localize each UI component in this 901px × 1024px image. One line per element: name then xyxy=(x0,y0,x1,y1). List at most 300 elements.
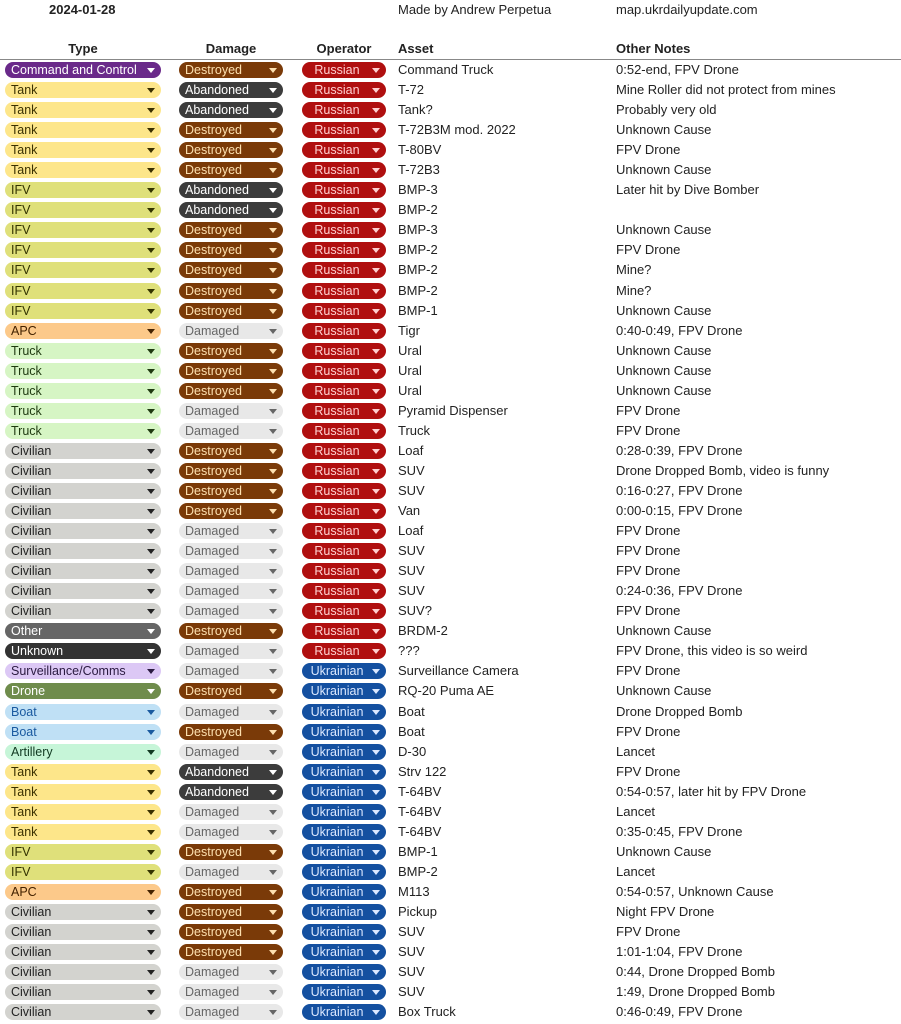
notes-cell[interactable]: Mine? xyxy=(616,262,652,278)
type-dropdown[interactable] xyxy=(5,242,161,258)
notes-cell[interactable]: Drone Dropped Bomb xyxy=(616,703,743,719)
chevron-down-icon xyxy=(372,790,380,795)
table-row xyxy=(0,200,901,220)
type-dropdown[interactable] xyxy=(5,724,161,740)
asset-cell[interactable]: BMP-2 xyxy=(398,202,438,218)
asset-cell[interactable]: Surveillance Camera xyxy=(398,663,519,679)
asset-cell[interactable]: BMP-2 xyxy=(398,282,438,298)
notes-cell[interactable]: Unknown Cause xyxy=(616,302,712,318)
asset-cell[interactable]: Pyramid Dispenser xyxy=(398,402,508,418)
notes-cell[interactable]: Drone Dropped Bomb, video is funny xyxy=(616,462,830,478)
asset-cell[interactable]: Box Truck xyxy=(398,1004,456,1020)
asset-cell[interactable]: BMP-1 xyxy=(398,302,438,318)
type-dropdown[interactable] xyxy=(5,824,161,840)
operator-dropdown[interactable] xyxy=(302,563,386,579)
type-dropdown-label: Command and Control xyxy=(11,63,137,77)
column-header-asset[interactable]: Asset xyxy=(398,41,434,56)
operator-dropdown[interactable] xyxy=(302,283,386,299)
asset-cell[interactable]: T-64BV xyxy=(398,783,442,799)
operator-dropdown[interactable] xyxy=(302,704,386,720)
table-row xyxy=(0,541,901,561)
damage-dropdown[interactable] xyxy=(179,383,283,399)
operator-dropdown[interactable] xyxy=(302,503,386,519)
asset-cell[interactable]: T-72B3 xyxy=(398,162,440,178)
notes-cell[interactable]: FPV Drone xyxy=(616,563,681,579)
damage-dropdown[interactable] xyxy=(179,663,283,679)
table-row xyxy=(0,361,901,381)
operator-dropdown[interactable] xyxy=(302,643,386,659)
operator-dropdown[interactable] xyxy=(302,824,386,840)
type-dropdown-label: Tank xyxy=(11,123,38,138)
type-dropdown[interactable] xyxy=(5,523,161,539)
damage-dropdown[interactable] xyxy=(179,202,283,218)
damage-dropdown[interactable] xyxy=(179,824,283,840)
asset-cell[interactable]: Tigr xyxy=(398,322,420,338)
damage-dropdown[interactable] xyxy=(179,764,283,780)
damage-dropdown[interactable] xyxy=(179,503,283,519)
operator-dropdown[interactable] xyxy=(302,162,386,178)
type-dropdown[interactable] xyxy=(5,784,161,800)
type-dropdown[interactable] xyxy=(5,423,161,439)
asset-cell[interactable]: SUV xyxy=(398,482,425,498)
damage-dropdown[interactable] xyxy=(179,262,283,278)
asset-cell[interactable]: BMP-1 xyxy=(398,843,438,859)
notes-cell[interactable]: 0:16-0:27, FPV Drone xyxy=(616,482,743,498)
operator-dropdown[interactable] xyxy=(302,182,386,198)
operator-dropdown-label: Russian xyxy=(314,323,360,338)
damage-dropdown[interactable] xyxy=(179,82,283,98)
damage-dropdown-label: Destroyed xyxy=(185,925,242,940)
asset-cell[interactable]: BMP-2 xyxy=(398,863,438,879)
damage-dropdown[interactable] xyxy=(179,1004,283,1020)
operator-dropdown[interactable] xyxy=(302,303,386,319)
type-dropdown[interactable] xyxy=(5,924,161,940)
damage-dropdown[interactable] xyxy=(179,884,283,900)
notes-cell[interactable]: 0:24-0:36, FPV Drone xyxy=(616,583,743,599)
type-dropdown-label: Civilian xyxy=(11,925,52,940)
type-dropdown[interactable] xyxy=(5,764,161,780)
notes-cell[interactable]: Unknown Cause xyxy=(616,122,712,138)
operator-dropdown-label: Ukrainian xyxy=(310,824,364,839)
operator-dropdown[interactable] xyxy=(302,483,386,499)
notes-cell[interactable]: Unknown Cause xyxy=(616,222,712,238)
operator-dropdown[interactable] xyxy=(302,583,386,599)
chevron-down-icon xyxy=(147,750,155,755)
notes-cell[interactable]: FPV Drone xyxy=(616,663,681,679)
notes-cell[interactable]: 0:40-0:49, FPV Drone xyxy=(616,322,743,338)
chevron-down-icon xyxy=(372,148,380,153)
damage-dropdown[interactable] xyxy=(179,804,283,820)
damage-dropdown[interactable] xyxy=(179,142,283,158)
chevron-down-icon xyxy=(372,349,380,354)
table-row xyxy=(0,341,901,361)
type-dropdown[interactable] xyxy=(5,623,161,639)
operator-dropdown[interactable] xyxy=(302,242,386,258)
asset-cell[interactable]: Boat xyxy=(398,723,425,739)
asset-cell[interactable]: SUV xyxy=(398,462,425,478)
operator-dropdown[interactable] xyxy=(302,82,386,98)
asset-cell[interactable]: RQ-20 Puma AE xyxy=(398,683,495,699)
asset-cell[interactable]: Ural xyxy=(398,382,422,398)
table-row xyxy=(0,321,901,341)
asset-cell[interactable]: SUV xyxy=(398,964,425,980)
operator-dropdown[interactable] xyxy=(302,543,386,559)
type-dropdown[interactable] xyxy=(5,603,161,619)
operator-dropdown[interactable] xyxy=(302,463,386,479)
type-dropdown[interactable] xyxy=(5,944,161,960)
asset-cell[interactable]: T-80BV xyxy=(398,142,442,158)
asset-cell[interactable]: Pickup xyxy=(398,903,438,919)
operator-dropdown[interactable] xyxy=(302,623,386,639)
chevron-down-icon xyxy=(147,790,155,795)
damage-dropdown[interactable] xyxy=(179,62,283,78)
asset-cell[interactable]: BMP-3 xyxy=(398,182,438,198)
damage-dropdown[interactable] xyxy=(179,523,283,539)
notes-cell[interactable]: Probably very old xyxy=(616,102,717,118)
damage-dropdown[interactable] xyxy=(179,964,283,980)
operator-dropdown[interactable] xyxy=(302,443,386,459)
type-dropdown[interactable] xyxy=(5,403,161,419)
table-row xyxy=(0,802,901,822)
notes-cell[interactable]: 1:01-1:04, FPV Drone xyxy=(616,944,743,960)
type-dropdown[interactable] xyxy=(5,543,161,559)
notes-cell[interactable]: FPV Drone xyxy=(616,924,681,940)
type-dropdown-label: IFV xyxy=(11,283,31,298)
notes-cell[interactable]: Unknown Cause xyxy=(616,382,712,398)
damage-dropdown[interactable] xyxy=(179,543,283,559)
operator-dropdown[interactable] xyxy=(302,202,386,218)
type-dropdown[interactable] xyxy=(5,583,161,599)
chevron-down-icon xyxy=(269,770,277,775)
notes-cell[interactable]: 0:54-0:57, Unknown Cause xyxy=(616,883,774,899)
notes-cell[interactable]: 0:28-0:39, FPV Drone xyxy=(616,442,743,458)
chevron-down-icon xyxy=(147,569,155,574)
damage-dropdown[interactable] xyxy=(179,944,283,960)
notes-cell[interactable]: 0:44, Drone Dropped Bomb xyxy=(616,964,775,980)
operator-dropdown[interactable] xyxy=(302,383,386,399)
type-dropdown[interactable] xyxy=(5,222,161,238)
column-header-type[interactable]: Type xyxy=(68,41,98,56)
operator-dropdown-label: Russian xyxy=(314,483,360,498)
operator-dropdown[interactable] xyxy=(302,984,386,1000)
asset-cell[interactable]: Ural xyxy=(398,342,422,358)
operator-dropdown[interactable] xyxy=(302,744,386,760)
notes-cell[interactable]: Lancet xyxy=(616,743,656,759)
operator-dropdown[interactable] xyxy=(302,603,386,619)
asset-cell[interactable]: SUV xyxy=(398,543,425,559)
type-dropdown[interactable] xyxy=(5,142,161,158)
damage-dropdown[interactable] xyxy=(179,744,283,760)
notes-cell[interactable]: FPV Drone xyxy=(616,763,681,779)
notes-cell[interactable]: 1:49, Drone Dropped Bomb xyxy=(616,984,775,1000)
asset-cell[interactable]: T-72 xyxy=(398,82,425,98)
asset-cell[interactable]: SUV xyxy=(398,924,425,940)
notes-cell[interactable]: Night FPV Drone xyxy=(616,903,715,919)
asset-cell[interactable]: SUV xyxy=(398,984,425,1000)
operator-dropdown[interactable] xyxy=(302,964,386,980)
operator-dropdown[interactable] xyxy=(302,683,386,699)
type-dropdown[interactable] xyxy=(5,643,161,659)
operator-dropdown[interactable] xyxy=(302,663,386,679)
chevron-down-icon xyxy=(269,369,277,374)
asset-cell[interactable]: BMP-2 xyxy=(398,262,438,278)
notes-cell[interactable]: Lancet xyxy=(616,803,656,819)
operator-dropdown[interactable] xyxy=(302,1004,386,1020)
asset-cell[interactable]: T-64BV xyxy=(398,803,442,819)
damage-dropdown[interactable] xyxy=(179,463,283,479)
table-row xyxy=(0,842,901,862)
type-dropdown-label: Civilian xyxy=(11,965,52,980)
chevron-down-icon xyxy=(269,549,277,554)
operator-dropdown[interactable] xyxy=(302,62,386,78)
operator-dropdown[interactable] xyxy=(302,784,386,800)
asset-cell[interactable]: Tank? xyxy=(398,102,433,118)
asset-cell[interactable]: T-72B3M mod. 2022 xyxy=(398,122,516,138)
damage-dropdown[interactable] xyxy=(179,283,283,299)
asset-cell[interactable]: D-30 xyxy=(398,743,427,759)
type-dropdown[interactable] xyxy=(5,663,161,679)
notes-cell[interactable]: FPV Drone xyxy=(616,543,681,559)
operator-dropdown[interactable] xyxy=(302,323,386,339)
operator-dropdown[interactable] xyxy=(302,944,386,960)
operator-dropdown-label: Ukrainian xyxy=(310,684,364,699)
type-dropdown[interactable] xyxy=(5,744,161,760)
damage-dropdown[interactable] xyxy=(179,583,283,599)
type-dropdown[interactable] xyxy=(5,683,161,699)
asset-cell[interactable]: Truck xyxy=(398,422,431,438)
notes-cell[interactable]: Mine? xyxy=(616,282,652,298)
notes-cell[interactable]: FPV Drone xyxy=(616,142,681,158)
type-dropdown[interactable] xyxy=(5,62,161,78)
asset-cell[interactable]: BMP-2 xyxy=(398,242,438,258)
operator-dropdown[interactable] xyxy=(302,423,386,439)
type-dropdown[interactable] xyxy=(5,383,161,399)
notes-cell[interactable]: FPV Drone xyxy=(616,242,681,258)
operator-dropdown-label: Russian xyxy=(314,223,360,238)
operator-dropdown[interactable] xyxy=(302,864,386,880)
type-dropdown[interactable] xyxy=(5,864,161,880)
operator-dropdown[interactable] xyxy=(302,222,386,238)
notes-cell[interactable]: 0:52-end, FPV Drone xyxy=(616,62,739,77)
notes-cell[interactable]: 0:54-0:57, later hit by FPV Drone xyxy=(616,783,807,799)
asset-cell[interactable]: Ural xyxy=(398,362,422,378)
type-dropdown[interactable] xyxy=(5,303,161,319)
type-dropdown[interactable] xyxy=(5,363,161,379)
damage-dropdown[interactable] xyxy=(179,483,283,499)
chevron-down-icon xyxy=(269,589,277,594)
damage-dropdown[interactable] xyxy=(179,864,283,880)
damage-dropdown[interactable] xyxy=(179,724,283,740)
damage-dropdown[interactable] xyxy=(179,343,283,359)
damage-dropdown[interactable] xyxy=(179,122,283,138)
asset-cell[interactable]: Command Truck xyxy=(398,62,494,77)
asset-cell[interactable]: SUV xyxy=(398,563,425,579)
asset-cell[interactable]: M113 xyxy=(398,883,430,899)
type-dropdown[interactable] xyxy=(5,704,161,720)
chevron-down-icon xyxy=(269,289,277,294)
table-row xyxy=(0,441,901,461)
notes-cell[interactable]: FPV Drone xyxy=(616,603,681,619)
column-header-damage[interactable]: Damage xyxy=(205,41,257,56)
damage-dropdown[interactable] xyxy=(179,603,283,619)
operator-dropdown[interactable] xyxy=(302,844,386,860)
notes-cell[interactable]: FPV Drone, this video is so weird xyxy=(616,643,808,659)
damage-dropdown[interactable] xyxy=(179,323,283,339)
damage-dropdown[interactable] xyxy=(179,563,283,579)
damage-dropdown[interactable] xyxy=(179,403,283,419)
chevron-down-icon xyxy=(147,349,155,354)
asset-cell[interactable]: Loaf xyxy=(398,523,424,539)
damage-dropdown[interactable] xyxy=(179,623,283,639)
asset-cell[interactable]: SUV xyxy=(398,944,425,960)
damage-dropdown[interactable] xyxy=(179,904,283,920)
type-dropdown[interactable] xyxy=(5,443,161,459)
operator-dropdown[interactable] xyxy=(302,142,386,158)
notes-cell[interactable]: FPV Drone xyxy=(616,422,681,438)
type-dropdown[interactable] xyxy=(5,122,161,138)
damage-dropdown-label: Damaged xyxy=(185,544,240,559)
chevron-down-icon xyxy=(269,449,277,454)
operator-dropdown[interactable] xyxy=(302,523,386,539)
type-dropdown[interactable] xyxy=(5,323,161,339)
operator-dropdown-label: Ukrainian xyxy=(310,704,364,719)
column-header-notes[interactable]: Other Notes xyxy=(616,41,691,56)
type-dropdown[interactable] xyxy=(5,884,161,900)
type-dropdown-label: IFV xyxy=(11,203,31,218)
notes-cell[interactable]: Unknown Cause xyxy=(616,623,712,639)
damage-dropdown[interactable] xyxy=(179,643,283,659)
damage-dropdown[interactable] xyxy=(179,924,283,940)
asset-cell[interactable]: SUV? xyxy=(398,603,432,619)
asset-cell[interactable]: ??? xyxy=(398,643,420,659)
notes-cell[interactable]: FPV Drone xyxy=(616,402,681,418)
notes-cell[interactable]: 0:46-0:49, FPV Drone xyxy=(616,1004,743,1020)
type-dropdown[interactable] xyxy=(5,343,161,359)
type-dropdown[interactable] xyxy=(5,904,161,920)
notes-cell[interactable]: FPV Drone xyxy=(616,723,681,739)
notes-cell[interactable]: Later hit by Dive Bomber xyxy=(616,182,760,198)
damage-dropdown[interactable] xyxy=(179,443,283,459)
type-dropdown[interactable] xyxy=(5,483,161,499)
type-dropdown-label: Civilian xyxy=(11,483,52,498)
type-dropdown-label: APC xyxy=(11,323,37,338)
notes-cell[interactable]: Unknown Cause xyxy=(616,362,712,378)
damage-dropdown[interactable] xyxy=(179,102,283,118)
operator-dropdown-label: Ukrainian xyxy=(310,985,364,1000)
damage-dropdown[interactable] xyxy=(179,423,283,439)
damage-dropdown-label: Damaged xyxy=(185,864,240,879)
operator-dropdown-label: Russian xyxy=(314,383,360,398)
operator-dropdown[interactable] xyxy=(302,804,386,820)
damage-dropdown[interactable] xyxy=(179,683,283,699)
type-dropdown[interactable] xyxy=(5,262,161,278)
type-dropdown[interactable] xyxy=(5,1004,161,1020)
author-credit: Made by Andrew Perpetua xyxy=(398,2,552,17)
asset-cell[interactable]: T-64BV xyxy=(398,823,442,839)
type-dropdown[interactable] xyxy=(5,984,161,1000)
asset-cell[interactable]: BRDM-2 xyxy=(398,623,448,639)
damage-dropdown[interactable] xyxy=(179,303,283,319)
notes-cell[interactable]: Unknown Cause xyxy=(616,162,712,178)
asset-cell[interactable]: Strv 122 xyxy=(398,763,447,779)
type-dropdown[interactable] xyxy=(5,844,161,860)
damage-dropdown[interactable] xyxy=(179,242,283,258)
table-row xyxy=(0,742,901,762)
notes-cell[interactable]: FPV Drone xyxy=(616,523,681,539)
notes-cell[interactable]: Unknown Cause xyxy=(616,843,712,859)
operator-dropdown[interactable] xyxy=(302,343,386,359)
operator-dropdown[interactable] xyxy=(302,884,386,900)
type-dropdown[interactable] xyxy=(5,563,161,579)
notes-cell[interactable]: Lancet xyxy=(616,863,656,879)
asset-cell[interactable]: Boat xyxy=(398,703,425,719)
type-dropdown[interactable] xyxy=(5,283,161,299)
damage-dropdown[interactable] xyxy=(179,162,283,178)
column-header-operator[interactable]: Operator xyxy=(316,41,372,56)
damage-dropdown[interactable] xyxy=(179,844,283,860)
type-dropdown-label: IFV xyxy=(11,263,31,278)
operator-dropdown[interactable] xyxy=(302,122,386,138)
chevron-down-icon xyxy=(269,850,277,855)
asset-cell[interactable]: BMP-3 xyxy=(398,222,438,238)
operator-dropdown[interactable] xyxy=(302,403,386,419)
type-dropdown[interactable] xyxy=(5,162,161,178)
chevron-down-icon xyxy=(372,890,380,895)
operator-dropdown[interactable] xyxy=(302,724,386,740)
chevron-down-icon xyxy=(372,910,380,915)
notes-cell[interactable]: 0:35-0:45, FPV Drone xyxy=(616,823,743,839)
operator-dropdown[interactable] xyxy=(302,924,386,940)
chevron-down-icon xyxy=(269,990,277,995)
type-dropdown[interactable] xyxy=(5,503,161,519)
table-row xyxy=(0,140,901,160)
type-dropdown[interactable] xyxy=(5,182,161,198)
asset-cell[interactable]: SUV xyxy=(398,583,425,599)
operator-dropdown[interactable] xyxy=(302,764,386,780)
chevron-down-icon xyxy=(372,549,380,554)
damage-dropdown[interactable] xyxy=(179,704,283,720)
damage-dropdown[interactable] xyxy=(179,182,283,198)
operator-dropdown-label: Russian xyxy=(314,463,360,478)
table-row xyxy=(0,240,901,260)
operator-dropdown[interactable] xyxy=(302,262,386,278)
chevron-down-icon xyxy=(269,349,277,354)
chevron-down-icon xyxy=(269,609,277,614)
type-dropdown[interactable] xyxy=(5,964,161,980)
damage-dropdown[interactable] xyxy=(179,222,283,238)
asset-cell[interactable]: Loaf xyxy=(398,442,424,458)
operator-dropdown[interactable] xyxy=(302,363,386,379)
type-dropdown[interactable] xyxy=(5,102,161,118)
operator-dropdown[interactable] xyxy=(302,102,386,118)
asset-cell[interactable]: Van xyxy=(398,503,421,519)
damage-dropdown[interactable] xyxy=(179,363,283,379)
type-dropdown[interactable] xyxy=(5,463,161,479)
notes-cell[interactable]: 0:00-0:15, FPV Drone xyxy=(616,503,743,519)
damage-dropdown[interactable] xyxy=(179,784,283,800)
notes-cell[interactable]: Mine Roller did not protect from mines xyxy=(616,82,836,98)
operator-dropdown[interactable] xyxy=(302,904,386,920)
notes-cell[interactable]: Unknown Cause xyxy=(616,683,712,699)
type-dropdown[interactable] xyxy=(5,202,161,218)
report-date: 2024-01-28 xyxy=(49,2,116,17)
operator-dropdown-label: Ukrainian xyxy=(310,904,364,919)
notes-cell[interactable]: Unknown Cause xyxy=(616,342,712,358)
type-dropdown[interactable] xyxy=(5,804,161,820)
chevron-down-icon xyxy=(147,830,155,835)
type-dropdown[interactable] xyxy=(5,82,161,98)
damage-dropdown[interactable] xyxy=(179,984,283,1000)
